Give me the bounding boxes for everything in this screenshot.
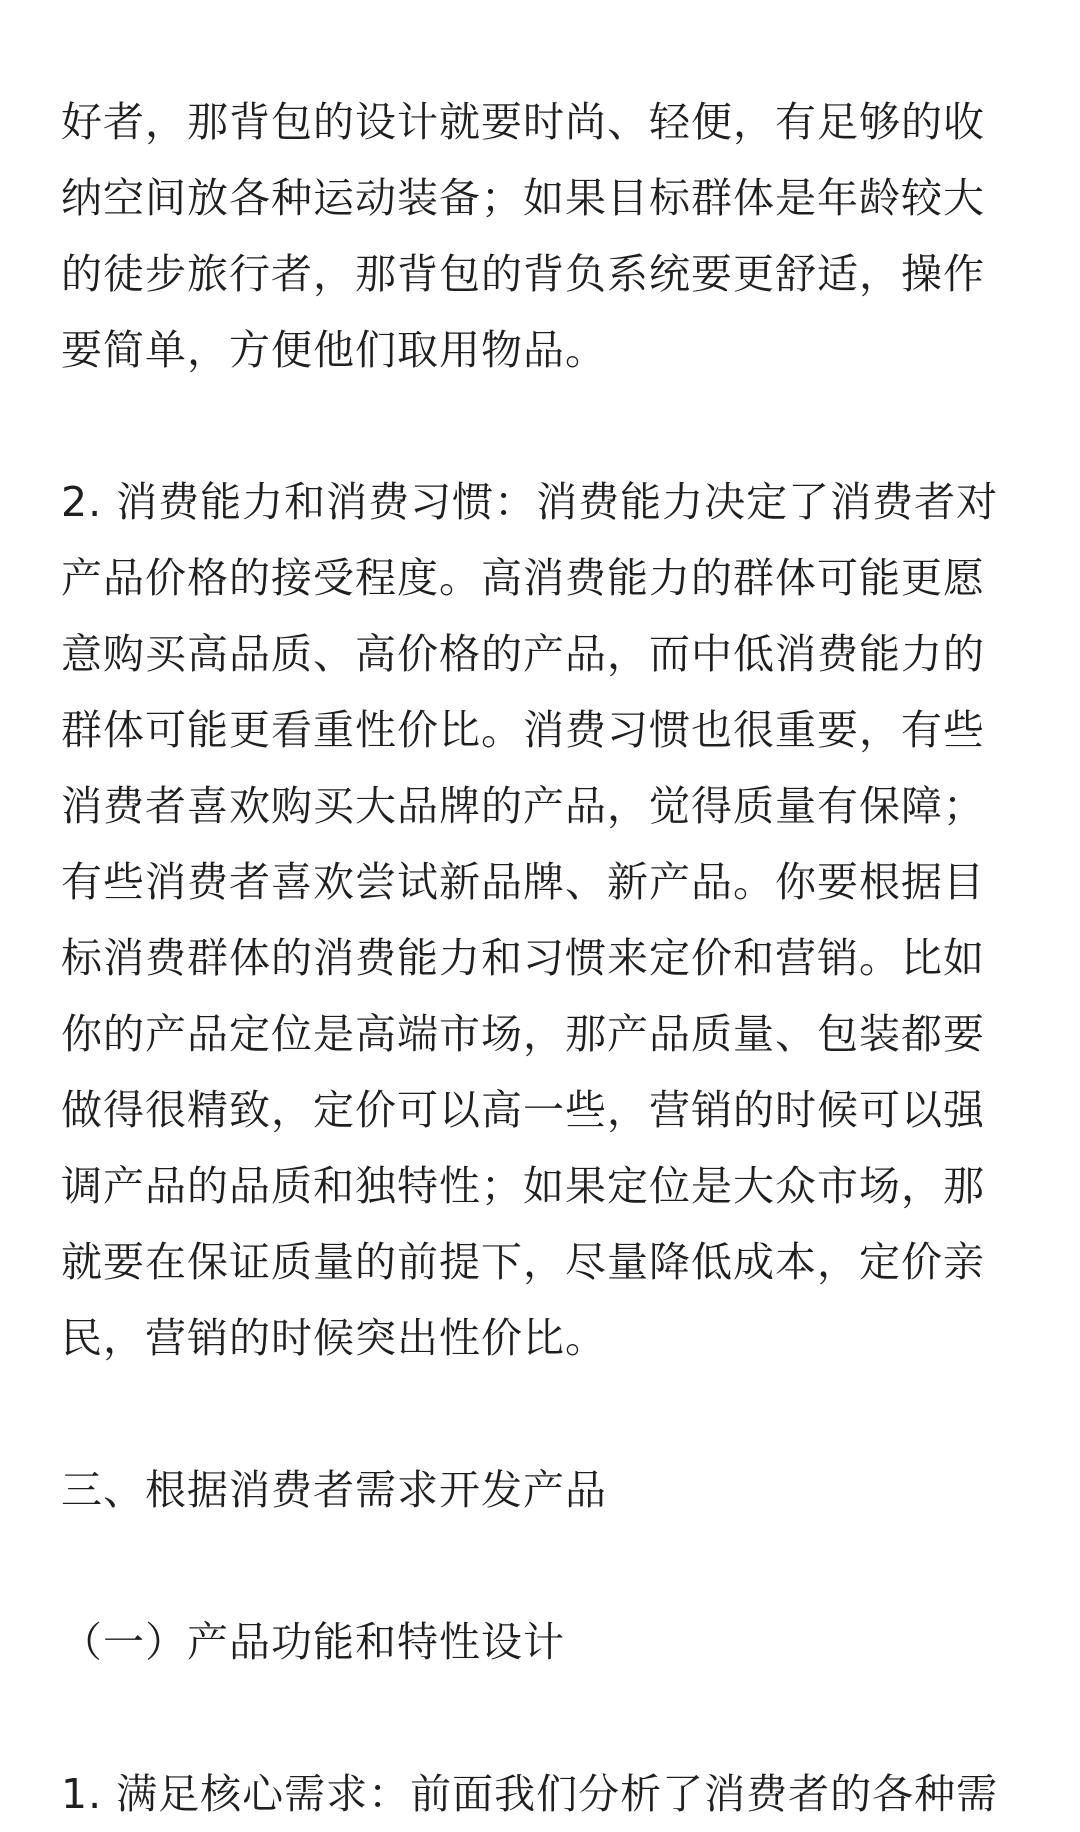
text-line: 的徒步旅行者，那背包的背负系统要更舒适，操作 xyxy=(61,250,985,298)
paragraph-spacer xyxy=(61,1376,1021,1452)
text-line: 就要在保证质量的前提下，尽量降低成本，定价亲 xyxy=(61,1238,985,1286)
text-line: 好者，那背包的设计就要时尚、轻便，有足够的收 xyxy=(61,98,985,146)
paragraph-consumption-ability xyxy=(61,464,1021,1376)
text-line: 1. 满足核心需求：前面我们分析了消费者的各种需 xyxy=(61,1770,999,1818)
text-line: 民，营销的时候突出性价比。 xyxy=(61,1314,607,1362)
text-line: 做得很精致，定价可以高一些，营销的时候可以强 xyxy=(61,1086,985,1134)
subsection-heading xyxy=(61,1604,1021,1680)
paragraph-target-group-example xyxy=(61,84,1021,388)
text-line: 2. 消费能力和消费习惯：消费能力决定了消费者对 xyxy=(61,478,999,526)
paragraph-spacer xyxy=(61,388,1021,464)
text-line: 产品价格的接受程度。高消费能力的群体可能更愿 xyxy=(61,554,985,602)
text-line: 纳空间放各种运动装备；如果目标群体是年龄较大 xyxy=(61,174,985,222)
article-body xyxy=(61,84,1021,1832)
section-heading xyxy=(61,1452,1021,1528)
text-line: 标消费群体的消费能力和习惯来定价和营销。比如 xyxy=(61,934,985,982)
text-line: 要简单，方便他们取用物品。 xyxy=(61,326,607,374)
text-line: 意购买高品质、高价格的产品，而中低消费能力的 xyxy=(61,630,985,678)
text-line: 群体可能更看重性价比。消费习惯也很重要，有些 xyxy=(61,706,985,754)
subsection-title: （一）产品功能和特性设计 xyxy=(61,1618,565,1666)
text-line: 有些消费者喜欢尝试新品牌、新产品。你要根据目 xyxy=(61,858,985,906)
text-line: 消费者喜欢购买大品牌的产品，觉得质量有保障； xyxy=(61,782,985,830)
text-line: 调产品的品质和独特性；如果定位是大众市场，那 xyxy=(61,1162,985,1210)
section-title: 三、根据消费者需求开发产品 xyxy=(61,1466,607,1514)
text-line: 你的产品定位是高端市场，那产品质量、包装都要 xyxy=(61,1010,985,1058)
paragraph-spacer xyxy=(61,1680,1021,1756)
paragraph-core-needs xyxy=(61,1756,1021,1832)
paragraph-spacer xyxy=(61,1528,1021,1604)
